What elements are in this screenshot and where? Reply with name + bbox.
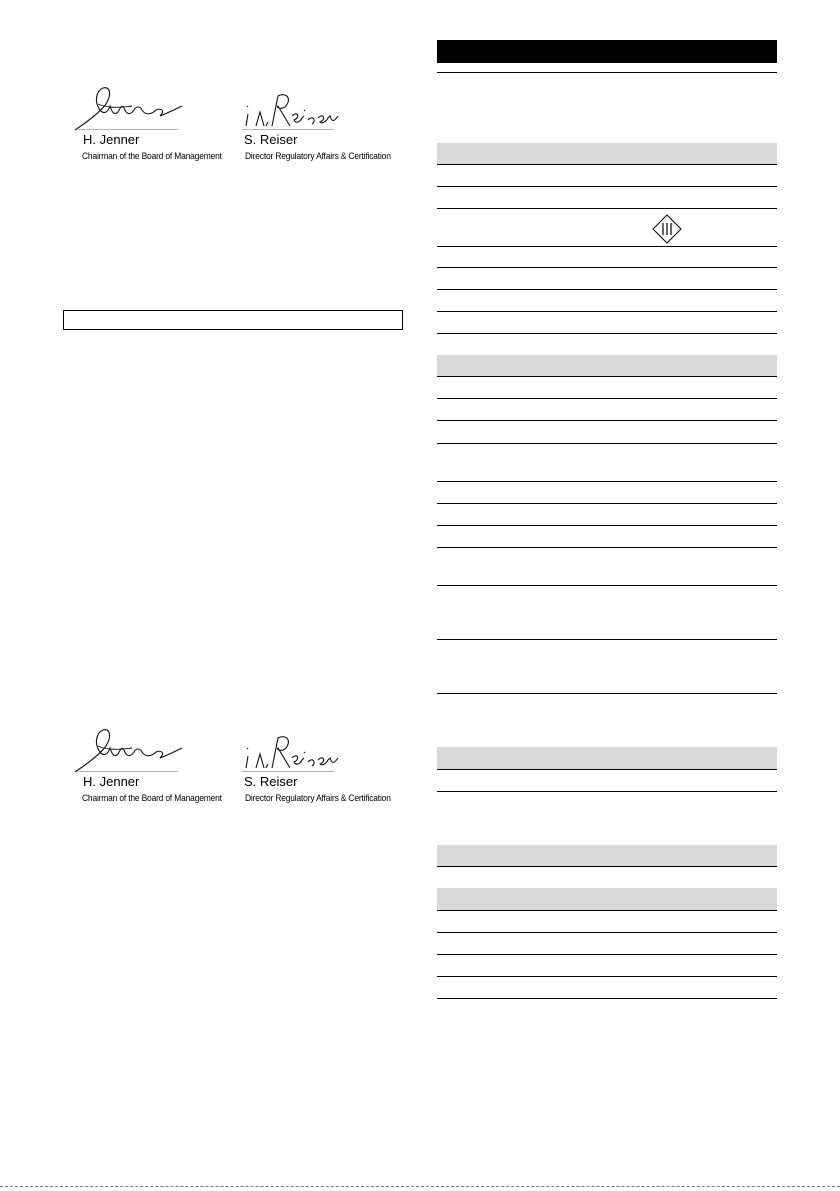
handwritten-signature-reiser: [242, 82, 412, 132]
table-rule: [437, 333, 777, 334]
table-rule: [437, 72, 777, 73]
table-section-3: [437, 747, 777, 769]
signer-name: S. Reiser: [244, 774, 298, 789]
page-crop-mark: [0, 1186, 840, 1187]
table-rule: [437, 267, 777, 268]
signature-line: [242, 129, 334, 130]
table-rule: [437, 998, 777, 999]
signature-jenner: [70, 724, 240, 814]
table-rule: [437, 398, 777, 399]
table-rule: [437, 208, 777, 209]
table-rule: [437, 932, 777, 933]
protection-class-iii-icon: [652, 214, 682, 244]
table-rule: [437, 289, 777, 290]
signature-line: [78, 129, 178, 130]
table-rule: [437, 186, 777, 187]
table-rule: [437, 481, 777, 482]
table-rule: [437, 866, 777, 867]
handwritten-signature-reiser: [242, 724, 412, 774]
signer-title: Director Regulatory Affairs & Certification: [245, 151, 391, 162]
signer-name: H. Jenner: [83, 132, 140, 147]
table-rule: [437, 376, 777, 377]
signature-reiser: [242, 724, 412, 814]
signer-title: Chairman of the Board of Management: [82, 151, 222, 162]
signer-name: H. Jenner: [83, 774, 140, 789]
table-section-4: [437, 845, 777, 866]
handwritten-signature-jenner: [70, 724, 240, 774]
table-rule: [437, 585, 777, 586]
table-rule: [437, 164, 777, 165]
table-rule: [437, 547, 777, 548]
table-section-1: [437, 143, 777, 164]
signer-title: Chairman of the Board of Management: [82, 793, 222, 804]
table-section-2: [437, 355, 777, 376]
boxed-field: [63, 310, 403, 330]
signature-block-top: [70, 82, 410, 172]
table-rule: [437, 639, 777, 640]
table-header-bar: [437, 40, 777, 63]
table-rule: [437, 954, 777, 955]
table-rule: [437, 525, 777, 526]
signature-reiser: [242, 82, 412, 172]
table-rule: [437, 791, 777, 792]
table-rule: [437, 246, 777, 247]
table-rule: [437, 693, 777, 694]
table-rule: [437, 503, 777, 504]
signer-title: Director Regulatory Affairs & Certification: [245, 793, 391, 804]
signature-line: [78, 771, 178, 772]
table-rule: [437, 443, 777, 444]
signature-line: [242, 771, 334, 772]
table-rule: [437, 420, 777, 421]
signature-jenner: [70, 82, 240, 172]
table-rule: [437, 311, 777, 312]
handwritten-signature-jenner: [70, 82, 240, 132]
table-rule: [437, 910, 777, 911]
signer-name: S. Reiser: [244, 132, 298, 147]
table-rule: [437, 769, 777, 770]
table-section-5: [437, 888, 777, 910]
signature-block-bottom: [70, 724, 410, 814]
table-rule: [437, 976, 777, 977]
